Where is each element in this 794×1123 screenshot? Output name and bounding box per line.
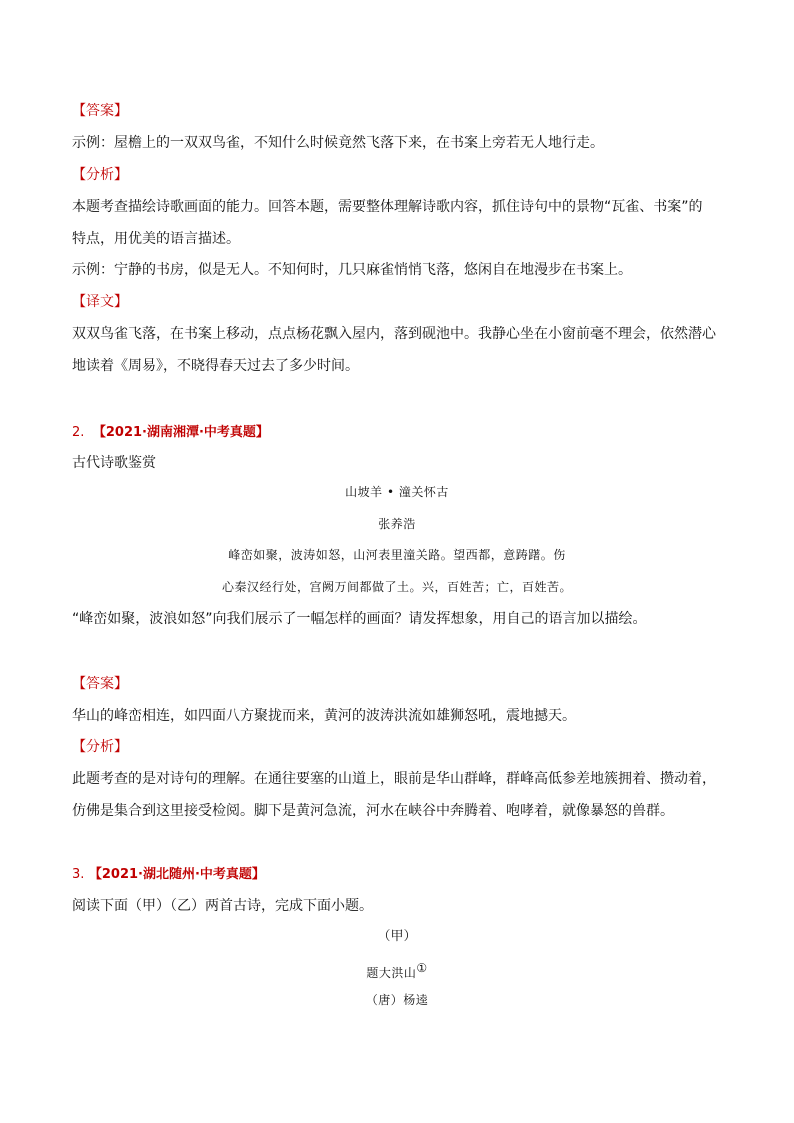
answer-text: 华山的峰峦相连，如四面八方聚拢而来，黄河的波涛洪流如雄狮怒吼，震地撼天。 bbox=[72, 708, 576, 724]
poem-line: 峰峦如聚，波涛如怒，山河表里潼关路。望西都，意踌躇。伤 bbox=[228, 548, 566, 562]
poem-line: 心秦汉经行处，宫阙万间都做了土。兴，百姓苦；亡，百姓苦。 bbox=[221, 580, 572, 594]
answer-text: 示例：屋檐上的一双双鸟雀，不知什么时候竟然飞落下来，在书案上旁若无人地行走。 bbox=[72, 135, 604, 151]
question-number: 3. bbox=[72, 867, 85, 882]
poem-part-label: （甲） bbox=[377, 929, 417, 944]
analysis-tag: 【分析】 bbox=[72, 167, 128, 183]
analysis-tag: 【分析】 bbox=[72, 739, 128, 755]
answer-tag: 【答案】 bbox=[72, 676, 128, 692]
question-heading: 阅读下面（甲）（乙）两首古诗，完成下面小题。 bbox=[72, 898, 373, 914]
translation-text-line: 地读着《周易》，不晓得春天过去了多少时间。 bbox=[72, 358, 359, 374]
question-source: 【2021·湖北随州·中考真题】 bbox=[88, 867, 265, 882]
analysis-text-line: 本题考查描绘诗歌画面的能力。回答本题，需要整体理解诗歌内容，抓住诗句中的景物“瓦雀、书案”的 bbox=[72, 199, 703, 215]
analysis-text-line: 仿佛是集合到这里接受检阅。脚下是黄河急流，河水在峡谷中奔腾着、咆哮着，就像暴怒的兽群。 bbox=[72, 803, 674, 819]
analysis-text-line: 此题考查的是对诗句的理解。在通往要塞的山道上，眼前是华山群峰，群峰高低参差地簇拥着、攒动着， bbox=[72, 771, 716, 787]
poem-title-line bbox=[0, 959, 794, 982]
question-2-header bbox=[72, 422, 269, 443]
question-number: 2. bbox=[72, 425, 85, 440]
question-3-header bbox=[72, 864, 265, 885]
analysis-text-line: 特点，用优美的语言描述。 bbox=[72, 231, 240, 247]
question-prompt: “峰峦如聚，波浪如怒”向我们展示了一幅怎样的画面？请发挥想象，用自己的语言加以描绘。 bbox=[72, 611, 647, 627]
poem-title: 山坡羊 • 潼关怀古 bbox=[345, 485, 449, 499]
translation-tag: 【译文】 bbox=[72, 294, 128, 310]
footnote-marker: ① bbox=[416, 961, 428, 975]
analysis-example-line: 示例：宁静的书房，似是无人。不知何时，几只麻雀悄悄飞落，悠闲自在地漫步在书案上。 bbox=[72, 262, 632, 278]
translation-text-line: 双双鸟雀飞落，在书案上移动，点点杨花飘入屋内，落到砚池中。我静心坐在小窗前毫不理会，依然潜心 bbox=[72, 326, 716, 342]
answer-tag: 【答案】 bbox=[72, 103, 128, 119]
poem-title: 题大洪山 bbox=[366, 966, 417, 980]
question-source: 【2021·湖南湘潭·中考真题】 bbox=[92, 425, 269, 440]
question-heading: 古代诗歌鉴赏 bbox=[72, 455, 156, 471]
poem-author: （唐）杨逵 bbox=[365, 993, 429, 1007]
poem-author: 张养浩 bbox=[378, 517, 416, 531]
